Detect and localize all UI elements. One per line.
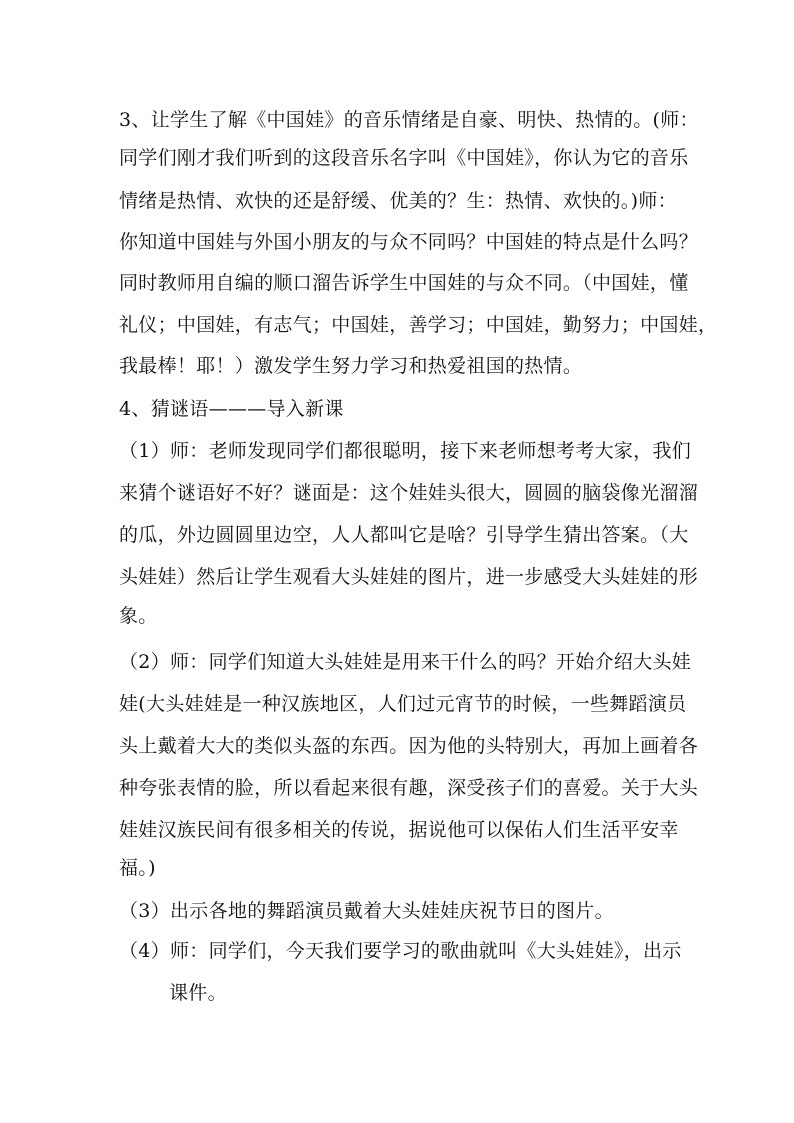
paragraph-line: 情绪是热情、欢快的还是舒缓、优美的？生：热情、欢快的。)师： bbox=[119, 190, 677, 212]
paragraph-line: 娃(大头娃娃是一种汉族地区，人们过元宵节的时候，一些舞蹈演员 bbox=[119, 693, 687, 715]
section-heading: 4、猜谜语———导入新课 bbox=[119, 398, 344, 420]
paragraph-line: （1）师：老师发现同学们都很聪明，接下来老师想考考大家，我们 bbox=[119, 440, 692, 462]
paragraph-line: 来猜个谜语好不好？谜面是：这个娃娃头很大，圆圆的脑袋像光溜溜 bbox=[119, 482, 699, 504]
paragraph-line: 的瓜，外边圆圆里边空，人人都叫它是啥？引导学生猜出答案。（大 bbox=[119, 524, 689, 546]
paragraph-line: （3）出示各地的舞蹈演员戴着大头娃娃庆祝节日的图片。 bbox=[119, 900, 614, 922]
paragraph-line: 我最棒！耶！）激发学生努力学习和热爱祖国的热情。 bbox=[119, 355, 583, 377]
paragraph-line: 象。 bbox=[119, 605, 158, 627]
paragraph-line: 课件。 bbox=[169, 982, 227, 1004]
paragraph-line: （4）师：同学们，今天我们要学习的歌曲就叫《大头娃娃》，出示 bbox=[119, 940, 682, 962]
paragraph-line: 3、让学生了解《中国娃》的音乐情绪是自豪、明快、热情的。(师： bbox=[119, 109, 699, 131]
paragraph-line: 你知道中国娃与外国小朋友的与众不同吗？中国娃的特点是什么吗？ bbox=[119, 231, 699, 253]
paragraph-line: （2）师：同学们知道大头娃娃是用来干什么的吗？开始介绍大头娃 bbox=[119, 651, 692, 673]
paragraph-line: 种夸张表情的脸，所以看起来很有趣，深受孩子们的喜爱。关于大头 bbox=[119, 777, 699, 799]
paragraph-line: 同学们刚才我们听到的这段音乐名字叫《中国娃》，你认为它的音乐 bbox=[119, 147, 689, 169]
paragraph-line: 头上戴着大大的类似头盔的东西。因为他的头特别大，再加上画着各 bbox=[119, 735, 699, 757]
paragraph-line: 头娃娃）然后让学生观看大头娃娃的图片，进一步感受大头娃娃的形 bbox=[119, 566, 699, 588]
paragraph-line: 礼仪；中国娃，有志气；中国娃，善学习；中国娃，勤努力；中国娃， bbox=[119, 314, 718, 336]
paragraph-line: 同时教师用自编的顺口溜告诉学生中国娃的与众不同。（中国娃，懂 bbox=[119, 272, 689, 294]
paragraph-line: 娃娃汉族民间有很多相关的传说，据说他可以保佑人们生活平安幸 bbox=[119, 819, 679, 841]
paragraph-line: 福。) bbox=[119, 857, 156, 879]
